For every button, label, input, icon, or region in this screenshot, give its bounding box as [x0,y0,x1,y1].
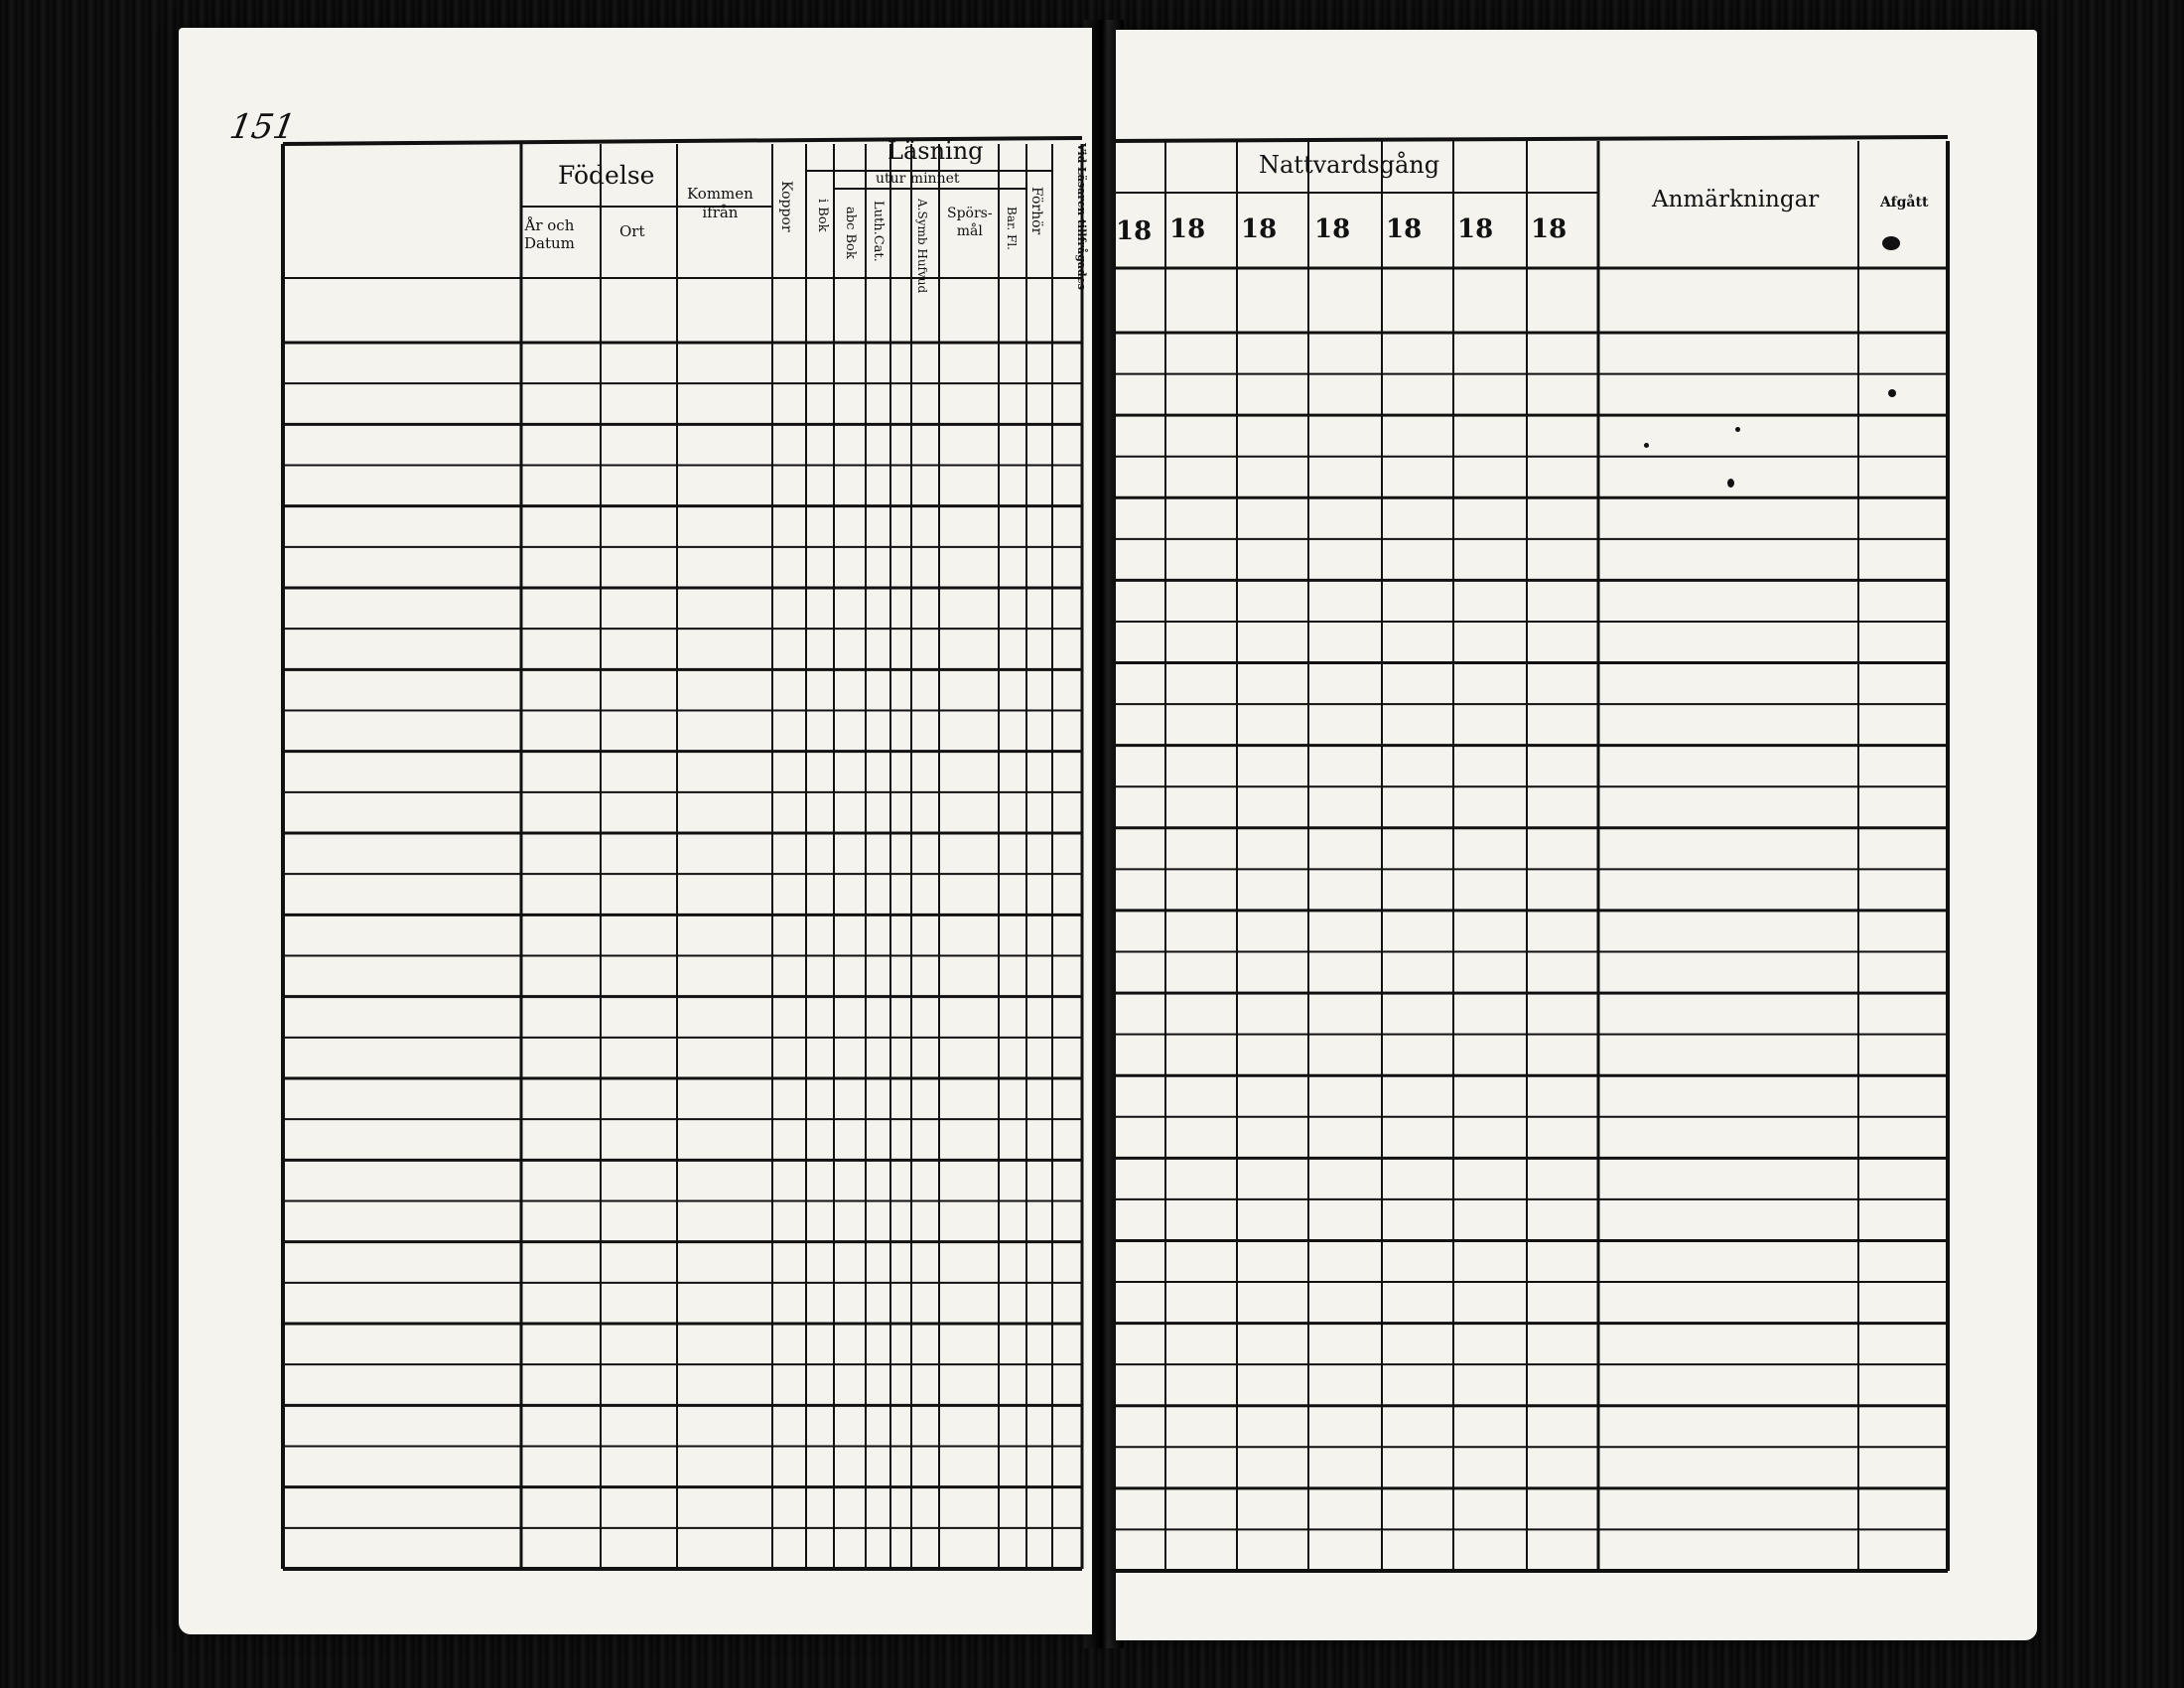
header-i-bok: i Bok [815,199,830,232]
ink-speck [1727,479,1734,488]
year-prefix-7: 18 [1531,214,1568,244]
header-lasning: Läsning [887,137,984,165]
ink-speck [1882,236,1900,250]
header-utur-minnet: utur minnet [876,171,960,187]
header-afgatt: Afgått [1880,195,1929,211]
year-prefix-4: 18 [1314,214,1351,244]
header-abc-bok: abc Bok [843,207,858,259]
header-vid-lasaren: Vid Läsaren tillfrågades [1075,143,1088,290]
year-prefix-3: 18 [1241,214,1278,244]
header-a-symb: A.Symb Hufvud [915,199,929,294]
header-koppor: Koppor [778,181,794,232]
header-ort: Ort [619,222,645,240]
header-nattvardsgang: Nattvardsgång [1259,151,1440,179]
ink-speck [1888,389,1896,397]
year-prefix-2: 18 [1169,214,1206,244]
header-luth-cat: Luth.Cat. [871,201,886,262]
header-fodelse: Födelse [558,161,655,190]
year-prefix-5: 18 [1386,214,1423,244]
year-prefix-6: 18 [1457,214,1494,244]
header-sporsmal: Spörs- mål [947,206,993,239]
header-forhor: Förhör [1028,187,1044,235]
header-kommen-ifran: Kommen ifrån [687,185,753,221]
ink-speck [1735,427,1740,432]
header-ar-och-datum: År och Datum [524,216,575,252]
rule-top-right [1112,137,1948,141]
ink-speck [1644,443,1649,448]
header-forklaring: Bar. Fl. [1005,207,1019,250]
page-number: 151 [226,107,299,147]
year-prefix-1: 18 [1116,216,1153,246]
header-anmarkningar: Anmärkningar [1652,187,1820,212]
